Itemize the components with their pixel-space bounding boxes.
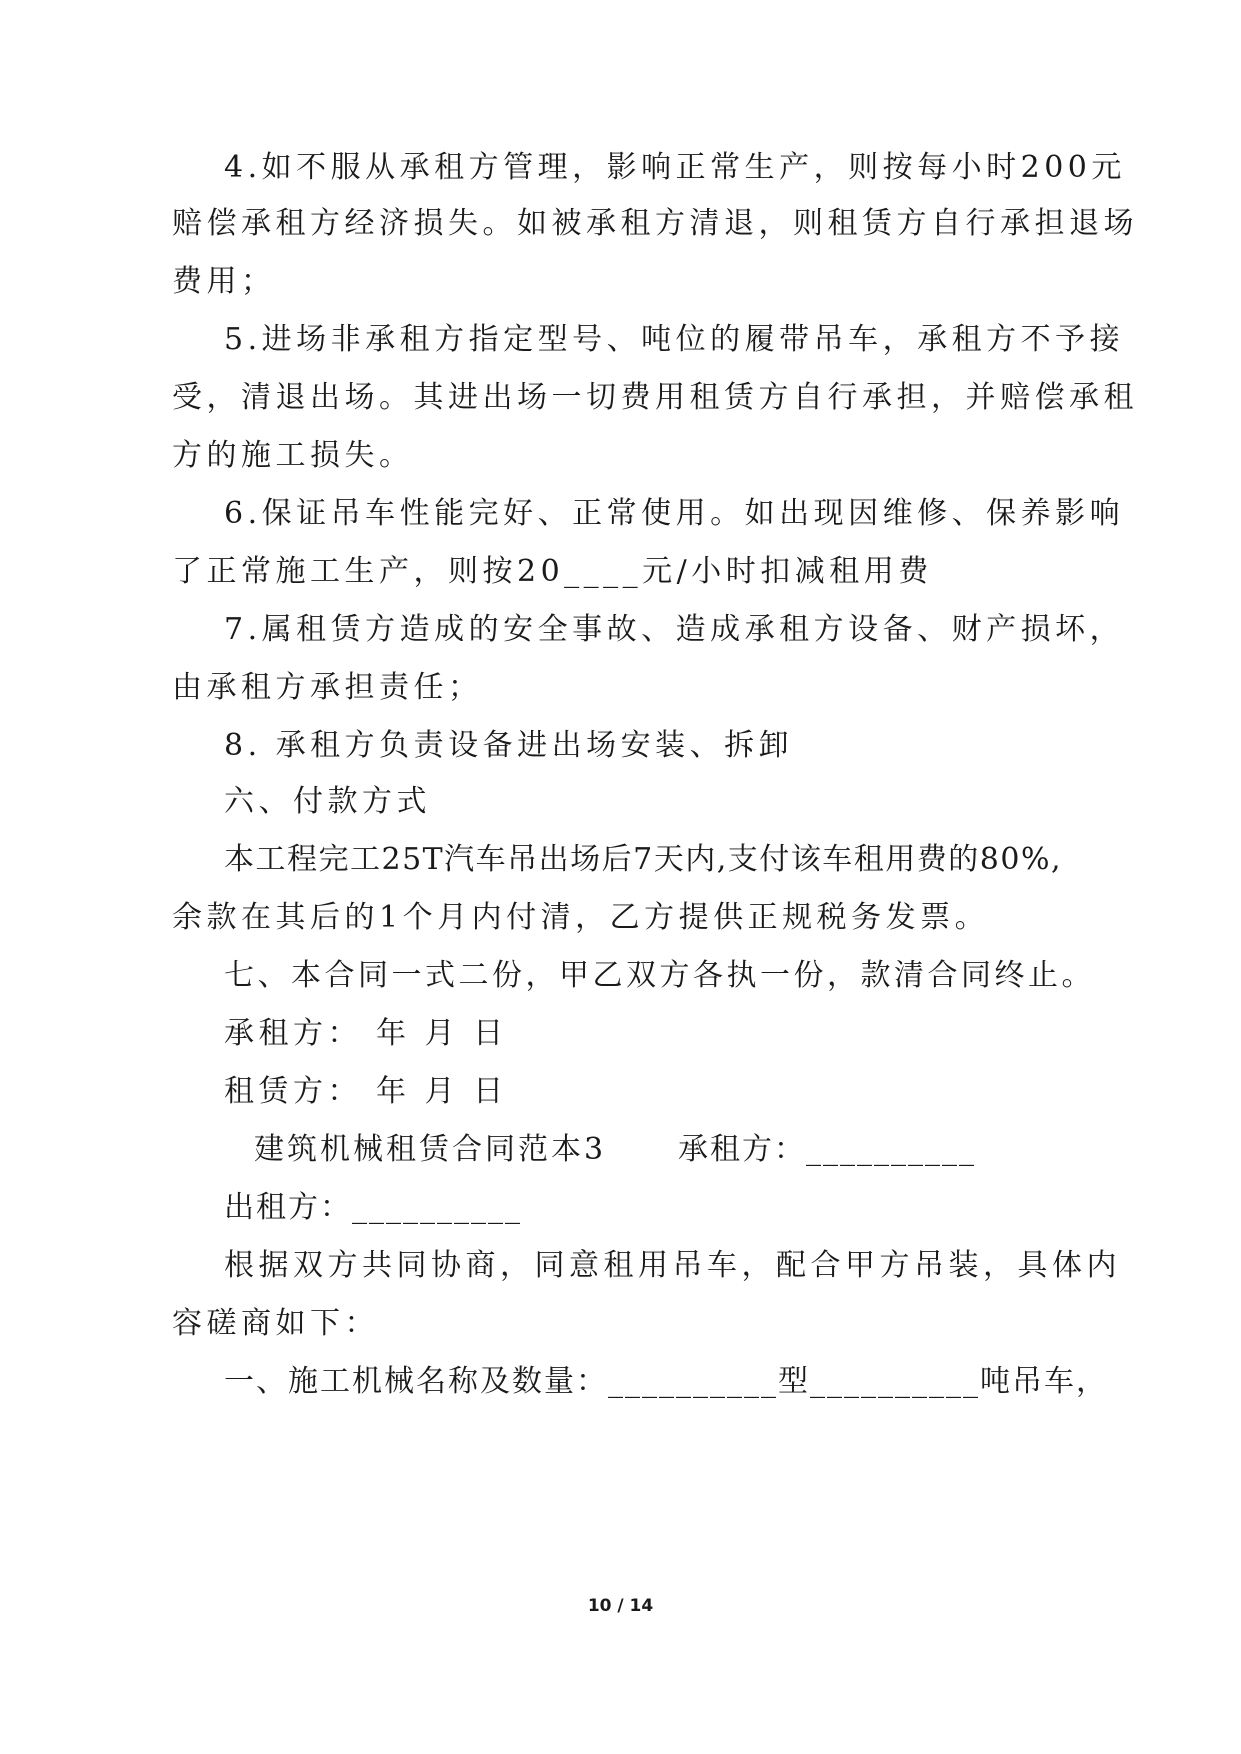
clause-5-line-1: 5.进场非承租方指定型号、吨位的履带吊车，承租方不予接 [224, 322, 1125, 357]
clause-6-line-1: 6.保证吊车性能完好、正常使用。如出现因维修、保养影响 [224, 496, 1125, 531]
payment-heading: 六、付款方式 [224, 784, 431, 819]
copies-clause: 七、本合同一式二份，甲乙双方各执一份，款清合同终止。 [224, 958, 1095, 993]
clause-7-line-1: 7.属租赁方造成的安全事故、造成承租方设备、财产损坏， [224, 612, 1125, 647]
clause-5-line-3: 方的施工损失。 [172, 438, 414, 473]
payment-line-1: 本工程完工25T汽车吊出场后7天内,支付该车租用费的80%, [224, 842, 1063, 877]
clause-5-line-2: 受，清退出场。其进出场一切费用租赁方自行承担，并赔偿承租 [172, 380, 1138, 415]
lessee-signature-line: 承租方： 年 月 日 [224, 1016, 508, 1051]
intro-line-2: 容磋商如下： [172, 1306, 379, 1341]
clause-4-line-2: 赔偿承租方经济损失。如被承租方清退，则租赁方自行承担退场 [172, 206, 1138, 241]
clause-7-line-2: 由承租方承担责任； [172, 670, 483, 705]
lessor-signature-line: 租赁方： 年 月 日 [224, 1074, 508, 1109]
clause-6-line-2: 了正常施工生产，则按20____元/小时扣减租用费 [172, 554, 933, 589]
template-3-lessor-field: 出租方：__________ [224, 1190, 522, 1225]
clause-8-line: 8. 承租方负责设备进出场安装、拆卸 [224, 728, 794, 763]
section-1-machine-line: 一、施工机械名称及数量：__________型__________吨吊车， [224, 1364, 1108, 1399]
intro-line-1: 根据双方共同协商，同意租用吊车，配合甲方吊装，具体内 [224, 1248, 1121, 1283]
clause-4-line-1: 4.如不服从承租方管理，影响正常生产，则按每小时200元 [224, 150, 1126, 185]
template-3-title: 建筑机械租赁合同范本3 [254, 1132, 607, 1167]
template-3-lessee-field: 承租方：__________ [678, 1132, 976, 1167]
payment-line-2: 余款在其后的1个月内付清，乙方提供正规税务发票。 [172, 900, 990, 935]
page-number: 10 / 14 [587, 1596, 654, 1616]
clause-4-line-3: 费用； [172, 264, 276, 299]
